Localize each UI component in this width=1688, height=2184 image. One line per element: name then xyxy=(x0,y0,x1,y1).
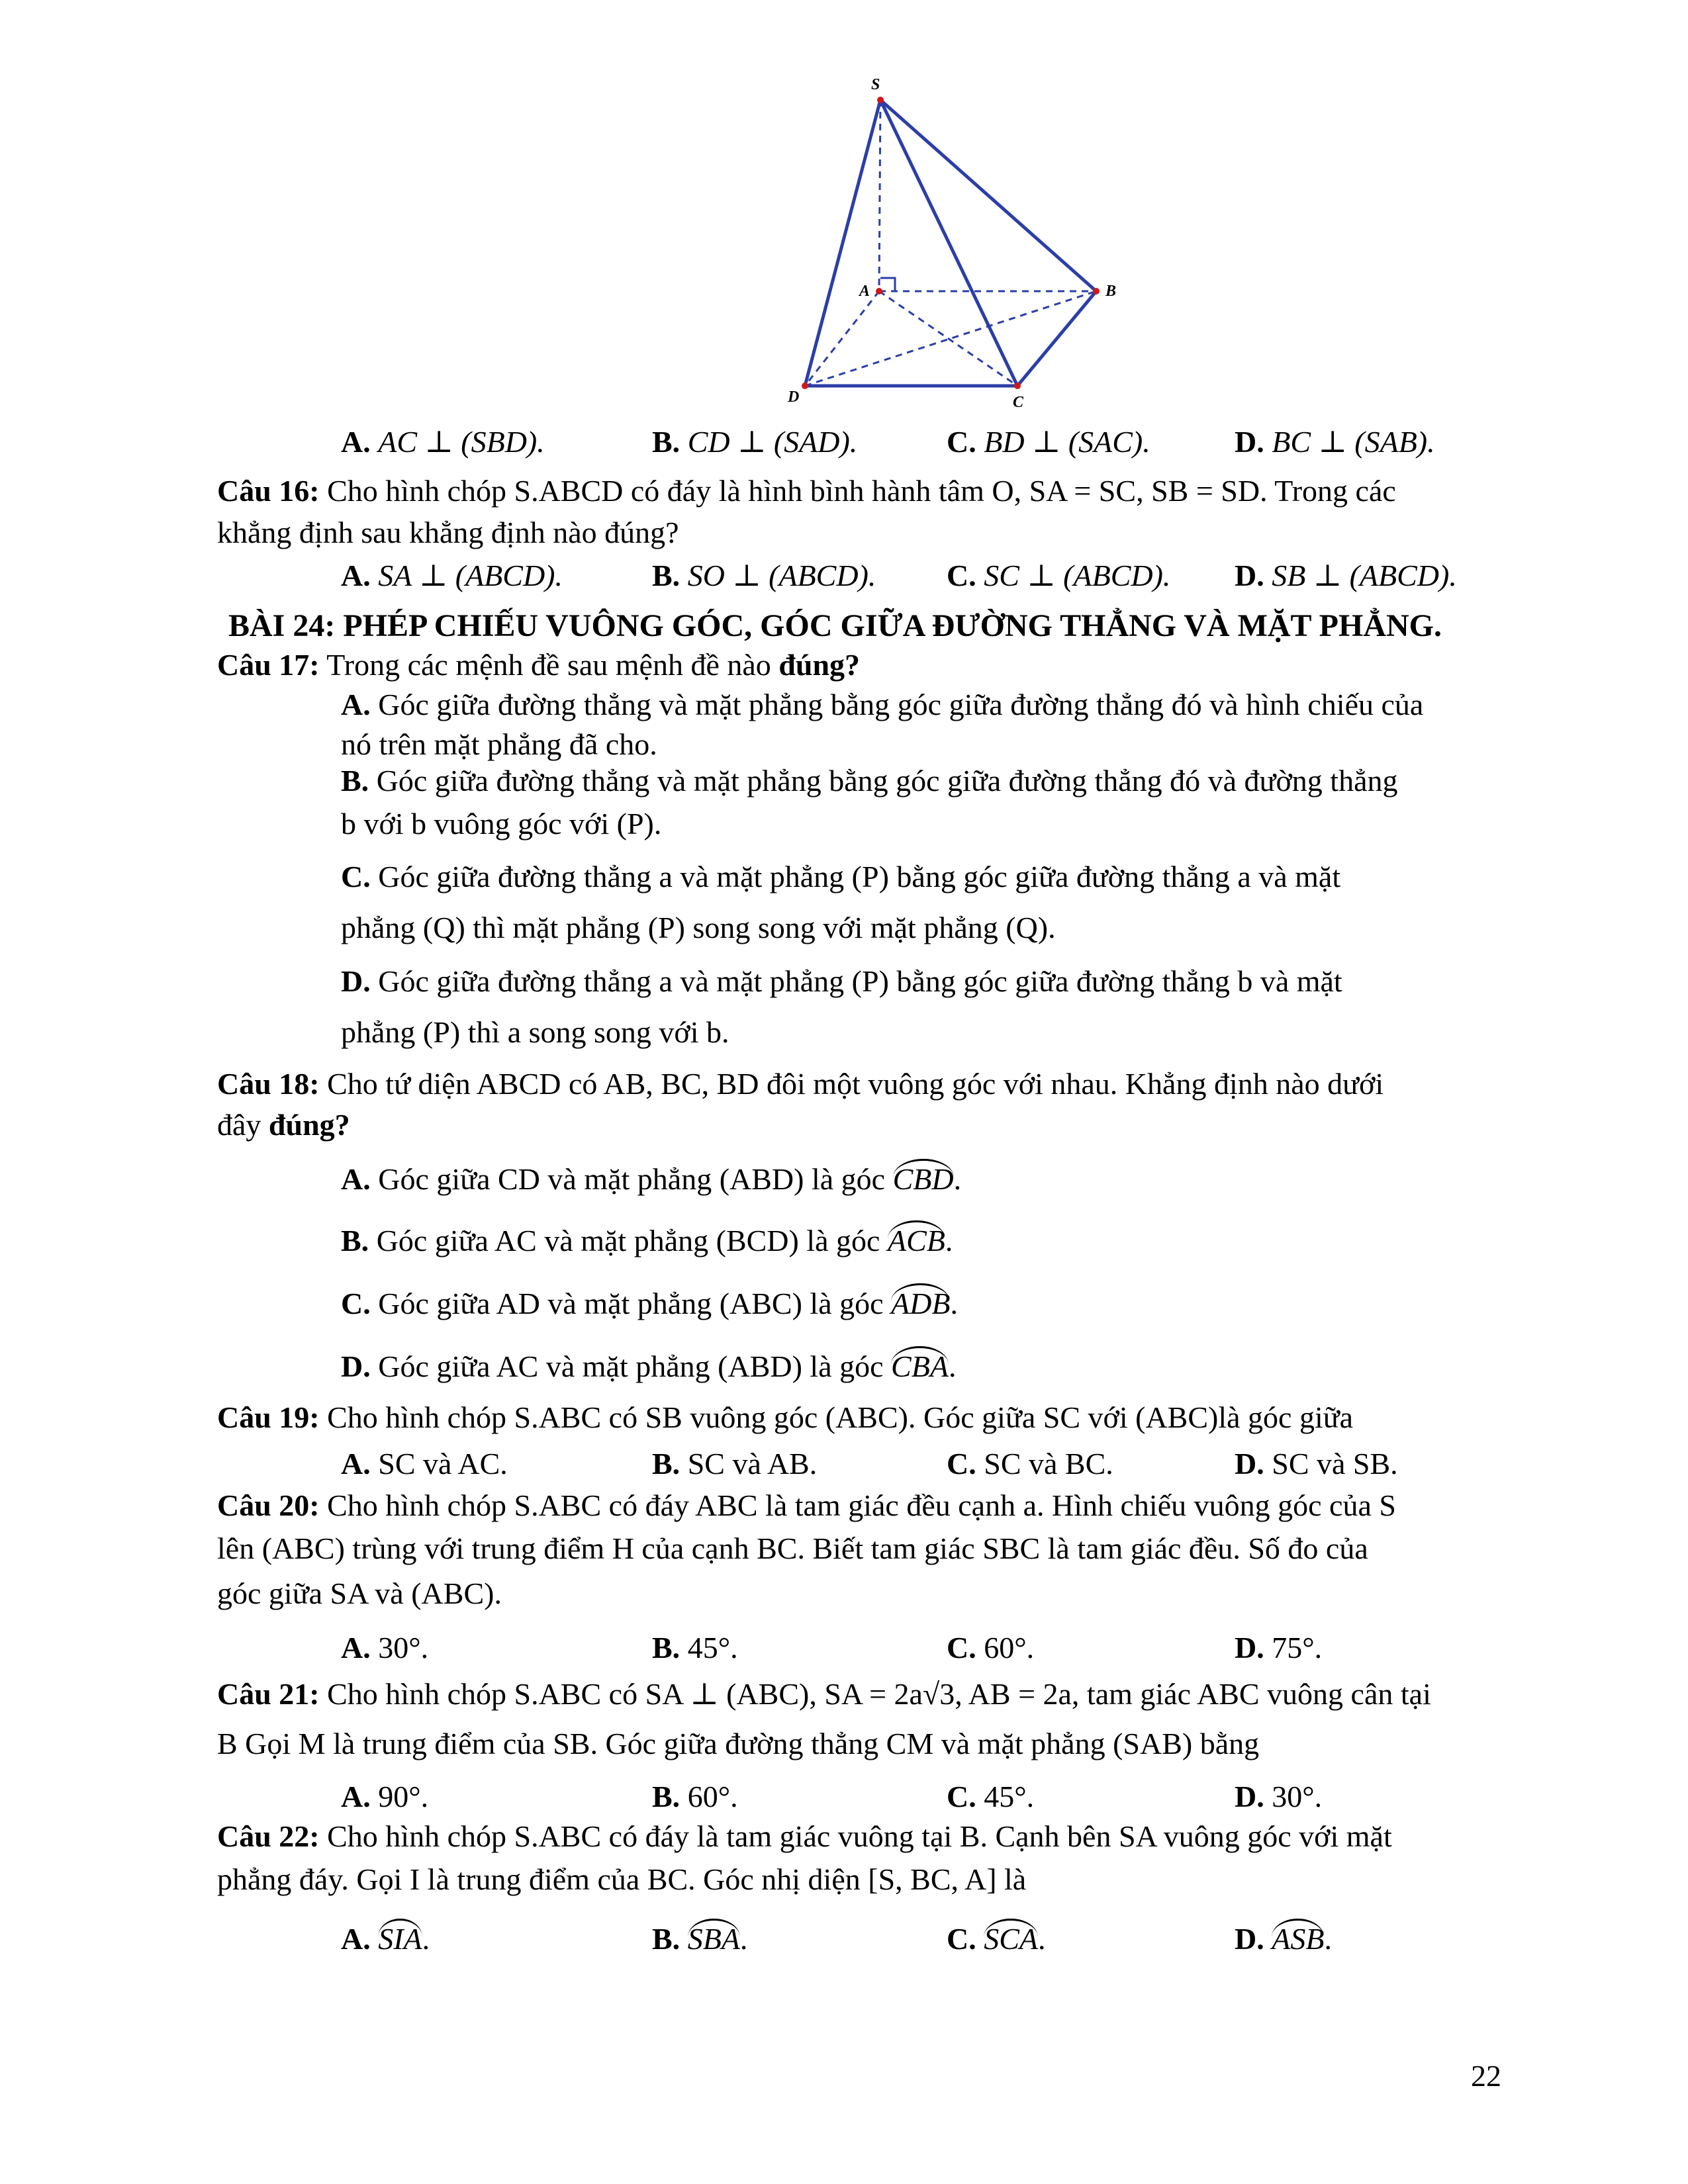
angle-mark: CBA xyxy=(891,1346,949,1383)
q18-option-c[interactable]: C. Góc giữa AD và mặt phẳng (ABC) là góc ADB. xyxy=(341,1284,958,1324)
q15-option-c[interactable]: C. BD ⊥ (SAC). xyxy=(947,425,1150,459)
q15-option-b[interactable]: B. CD ⊥ (SAD). xyxy=(652,425,858,459)
point-S xyxy=(877,97,884,103)
q16-line2: khẳng định sau khẳng định nào đúng? xyxy=(217,516,679,549)
edge-DB xyxy=(805,291,1096,386)
q17-stem: Câu 17: Trong các mệnh đề sau mệnh đề nào đúng? xyxy=(217,648,861,682)
page-number: 22 xyxy=(1471,2059,1501,2093)
q17-option-a-line1[interactable]: A. Góc giữa đường thẳng và mặt phẳng bằng góc giữa đường thẳng đó và hình chiếu của xyxy=(341,688,1424,721)
edge-CB xyxy=(1017,291,1096,386)
q20-line1: Câu 20: Cho hình chóp S.ABC có đáy ABC là tam giác đều cạnh a. Hình chiếu vuông góc của S xyxy=(217,1488,1396,1522)
angle-mark: SBA xyxy=(688,1919,740,1956)
q20-option-a[interactable]: A. 30°. xyxy=(341,1631,429,1664)
edge-SC xyxy=(880,100,1017,386)
angle-mark: ACB xyxy=(888,1220,945,1257)
q20-line3: góc giữa SA và (ABC). xyxy=(217,1576,502,1610)
q19-option-d[interactable]: D. SC và SB. xyxy=(1235,1447,1398,1480)
q22-option-c[interactable]: C. SCA. xyxy=(947,1919,1046,1959)
q16-option-b[interactable]: B. SO ⊥ (ABCD). xyxy=(652,559,876,592)
q18-line2: đây đúng? xyxy=(217,1108,350,1142)
q17-option-d-line1[interactable]: D. Góc giữa đường thẳng a và mặt phẳng (P) bằng góc giữa đường thẳng b và mặt xyxy=(341,964,1342,998)
point-D xyxy=(802,383,808,389)
q20-option-d[interactable]: D. 75°. xyxy=(1235,1631,1323,1664)
q17-option-a-line2: nó trên mặt phẳng đã cho. xyxy=(341,727,657,761)
q21-option-c[interactable]: C. 45°. xyxy=(947,1780,1035,1813)
q18-option-a[interactable]: A. Góc giữa CD và mặt phẳng (ABD) là góc CBD. xyxy=(341,1160,961,1199)
q19-option-c[interactable]: C. SC và BC. xyxy=(947,1447,1113,1480)
angle-mark: SIA xyxy=(378,1919,422,1956)
q21-option-d[interactable]: D. 30°. xyxy=(1235,1780,1323,1813)
q18-line1: Câu 18: Cho tứ diện ABCD có AB, BC, BD đôi một vuông góc với nhau. Khẳng định nào dưới xyxy=(217,1067,1384,1101)
label-D: D xyxy=(788,388,800,406)
q22-option-d[interactable]: D. ASB. xyxy=(1235,1919,1332,1959)
edge-SB xyxy=(880,100,1096,291)
q22-option-a[interactable]: A. SIA. xyxy=(341,1919,430,1959)
q17-option-b-line2: b với b vuông góc với (P). xyxy=(341,807,662,841)
edge-SA xyxy=(879,100,880,291)
label-B: B xyxy=(1105,283,1117,300)
q16-option-c[interactable]: C. SC ⊥ (ABCD). xyxy=(947,559,1171,592)
q20-line2: lên (ABC) trùng với trung điểm H của cạnh BC. Biết tam giác SBC là tam giác đều. Số đo của xyxy=(217,1531,1368,1565)
q16-option-d[interactable]: D. SB ⊥ (ABCD). xyxy=(1235,559,1457,592)
right-angle-mark xyxy=(880,278,895,291)
edge-AC xyxy=(879,291,1017,386)
edge-SD xyxy=(805,100,880,386)
angle-mark: ASB xyxy=(1272,1919,1324,1956)
q17-option-c-line1[interactable]: C. Góc giữa đường thẳng a và mặt phẳng (P) bằng góc giữa đường thẳng a và mặt xyxy=(341,860,1341,893)
q15-option-d[interactable]: D. BC ⊥ (SAB). xyxy=(1235,425,1435,459)
point-A xyxy=(876,288,882,295)
q18-option-b[interactable]: B. Góc giữa AC và mặt phẳng (BCD) là góc ACB. xyxy=(341,1221,953,1261)
q17-option-b-line1[interactable]: B. Góc giữa đường thẳng và mặt phẳng bằng góc giữa đường thẳng đó và đường thẳng xyxy=(341,764,1398,797)
q22-line1: Câu 22: Cho hình chóp S.ABC có đáy là tam giác vuông tại B. Cạnh bên SA vuông góc với mặt xyxy=(217,1819,1392,1853)
angle-mark: ADB xyxy=(891,1283,950,1320)
q21-option-a[interactable]: A. 90°. xyxy=(341,1780,429,1813)
label-A: A xyxy=(859,283,870,300)
q19-option-b[interactable]: B. SC và AB. xyxy=(652,1447,818,1480)
q17-option-c-line2: phẳng (Q) thì mặt phẳng (P) song song với mặt phẳng (Q). xyxy=(341,911,1056,944)
q16-option-a[interactable]: A. SA ⊥ (ABCD). xyxy=(341,559,563,592)
q21-option-b[interactable]: B. 60°. xyxy=(652,1780,738,1813)
angle-mark: SCA xyxy=(984,1919,1038,1956)
q17-option-d-line2: phẳng (P) thì a song song với b. xyxy=(341,1015,729,1049)
q20-option-b[interactable]: B. 45°. xyxy=(652,1631,738,1664)
q19-option-a[interactable]: A. SC và AC. xyxy=(341,1447,508,1480)
q16-line1: Câu 16: Cho hình chóp S.ABCD có đáy là hình bình hành tâm O, SA = SC, SB = SD. Trong các xyxy=(217,474,1396,508)
point-B xyxy=(1093,288,1100,295)
q22-line2: phẳng đáy. Gọi I là trung điểm của BC. Góc nhị diện [S, BC, A] là xyxy=(217,1862,1027,1896)
pyramid-figure xyxy=(774,69,1132,414)
q20-option-c[interactable]: C. 60°. xyxy=(947,1631,1035,1664)
section-title: BÀI 24: PHÉP CHIẾU VUÔNG GÓC, GÓC GIỮA ĐƯỜNG THẲNG VÀ MẶT PHẲNG. xyxy=(228,608,1442,643)
q21-line2: B Gọi M là trung điểm của SB. Góc giữa đường thẳng CM và mặt phẳng (SAB) bằng xyxy=(217,1727,1260,1760)
point-C xyxy=(1014,383,1021,389)
q21-line1: Câu 21: Cho hình chóp S.ABC có SA ⊥ (ABC), SA = 2a√3, AB = 2a, tam giác ABC vuông cân tại xyxy=(217,1677,1431,1711)
angle-mark: CBD xyxy=(893,1159,954,1196)
label-C: C xyxy=(1013,394,1024,411)
q22-option-b[interactable]: B. SBA. xyxy=(652,1919,747,1959)
q19-line1: Câu 19: Cho hình chóp S.ABC có SB vuông góc (ABC). Góc giữa SC với (ABC)là góc giữa xyxy=(217,1400,1354,1434)
q15-option-a[interactable]: A. AC ⊥ (SBD). xyxy=(341,425,545,459)
q18-option-d[interactable]: D. Góc giữa AC và mặt phẳng (ABD) là góc CBA. xyxy=(341,1347,956,1387)
label-S: S xyxy=(871,76,880,93)
